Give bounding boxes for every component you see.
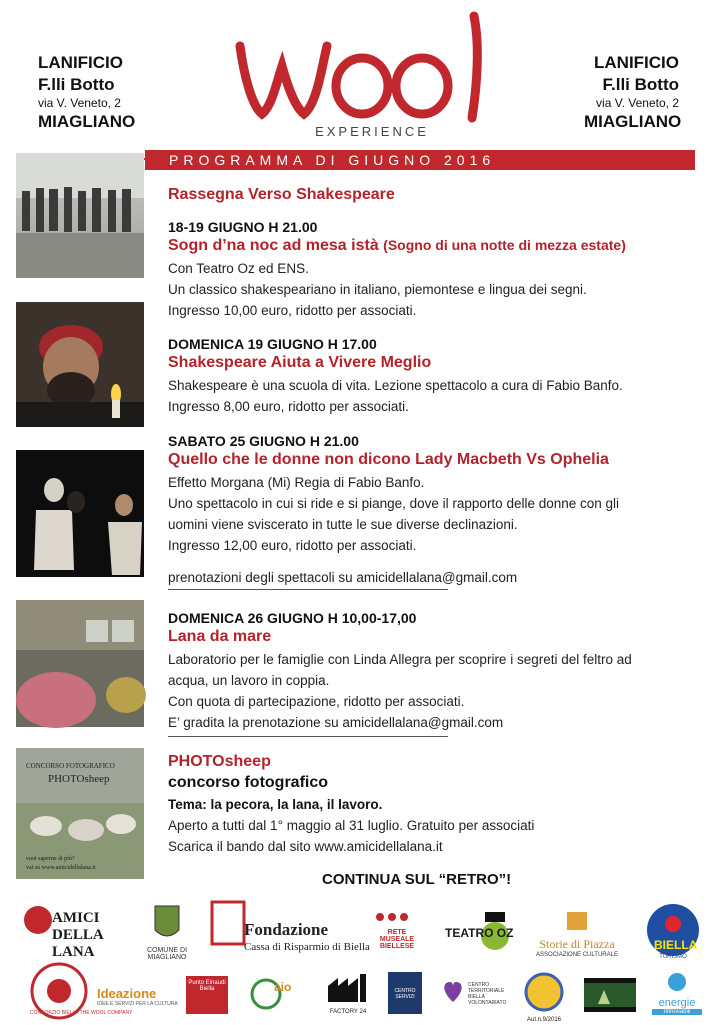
photo-macbeth	[16, 450, 144, 577]
amici-della-lana-logo	[22, 902, 122, 960]
booking-note: prenotazioni degli spettacoli su amicidellalana@gmail.com	[168, 570, 518, 585]
event-description	[168, 649, 632, 733]
sponsor-label: Storie di Piazza	[539, 937, 615, 951]
sponsor-sub: Cassa di Risparmio di Biella	[244, 941, 370, 953]
rassegna-title: Rassegna Verso Shakespeare	[168, 186, 395, 203]
poster-line2: PHOTOsheep	[48, 773, 110, 785]
event-line: Un classico shakespeariano in italiano, piemontese e lingua dei segni.	[168, 282, 587, 297]
divider	[168, 589, 448, 590]
event-title: Shakespeare Aiuta a Vivere Meglio	[168, 354, 432, 371]
event-line: E’ gradita la prenotazione su amicidellalana@gmail.com	[168, 715, 504, 730]
sponsor-label: COMUNE DI MIAGLIANO	[146, 947, 188, 961]
event-subtitle: concorso fotografico	[168, 774, 329, 791]
programma-banner	[145, 150, 695, 170]
event-line: Effetto Morgana (Mi) Regia di Fabio Banfo.	[168, 475, 425, 490]
poster-line4: vai su www.amicidellalana.it	[26, 865, 96, 871]
event-line: Ingresso 12,00 euro, ridotto per associati.	[168, 538, 417, 553]
factory24-logo	[326, 972, 370, 1014]
event-line: Aperto a tutti dal 1° maggio al 31 luglio. Gratuito per associati	[168, 818, 535, 833]
event-line: Uno spettacolo in cui si ride e si piange, dove il rapporto delle donne con gli	[168, 496, 620, 511]
programma-title: PROGRAMMA DI GIUGNO 2016	[169, 152, 496, 168]
sponsor-label: TEATRO OZ	[445, 926, 514, 940]
rete-museale-logo	[372, 910, 422, 956]
storie-di-piazza-logo	[532, 910, 622, 958]
event-title	[168, 237, 626, 255]
sponsor-label: Ideazione	[97, 986, 157, 1001]
sponsor-label: AMICI DELLA LANA	[52, 910, 103, 960]
venue-brand: F.lli Botto	[602, 75, 679, 94]
venue-name: LANIFICIO	[38, 53, 123, 72]
event-line: Con quota di partecipazione, ridotto per associati.	[168, 694, 465, 709]
sponsor-sub: TURISMO	[659, 954, 687, 960]
divider	[168, 736, 448, 737]
photo-photosheep-poster	[16, 748, 144, 879]
event-line: Con Teatro Oz ed ENS.	[168, 261, 309, 276]
event-title-text: Sogn d’na noc ad mesa istà	[168, 237, 379, 254]
venue-right	[584, 52, 682, 133]
event-description	[168, 815, 534, 857]
sponsor-label: RETE MUSEALE BIELLESE	[379, 929, 415, 950]
venue-name: LANIFICIO	[594, 53, 679, 72]
sponsor-label: CONSORZIO BIELLA THE WOOL COMPANY	[30, 1010, 133, 1016]
event-line: Laboratorio per le famiglie con Linda Allegra per scoprire i segreti del feltro ad	[168, 652, 632, 667]
venue-left	[38, 52, 135, 133]
event-line: acqua, un lavoro in coppia.	[168, 673, 330, 688]
sponsor-sub: ASSOCIAZIONE CULTURALE	[536, 952, 618, 958]
aut-badge-logo	[524, 972, 564, 1024]
event-subtitle: (Sogno di una notte di mezza estate)	[383, 237, 626, 253]
photo-rehearsal	[16, 153, 144, 278]
aio-logo	[248, 974, 300, 1014]
sponsor-label: energie	[658, 997, 696, 1009]
photo-wool	[16, 600, 144, 727]
event-date: 18-19 GIUGNO H 21.00	[168, 219, 318, 235]
comune-miagliano-logo	[128, 900, 206, 960]
venue-city: MIAGLIANO	[38, 112, 136, 131]
poster-line1: CONCORSO FOTOGRAFICO	[26, 762, 115, 770]
film-strip-logo	[584, 978, 636, 1012]
energie-rinnovabili-logo	[652, 972, 702, 1014]
event-description	[168, 258, 587, 321]
ideazione-logo	[97, 986, 178, 1007]
event-line: Scarica il bando dal sito www.amicidellalana.it	[168, 839, 443, 854]
punto-einaudi-logo	[186, 976, 228, 1014]
biella-turismo-logo	[640, 902, 706, 964]
event-title: Quello che le donne non dicono Lady Macbeth Vs Ophelia	[168, 451, 609, 468]
fondazione-crb-logo	[208, 898, 370, 958]
sponsor-label: Punto Einaudi	[188, 980, 226, 986]
venue-brand: F.lli Botto	[38, 75, 115, 94]
event-date: DOMENICA 19 GIUGNO H 17.00	[168, 336, 377, 352]
venue-address: via V. Veneto, 2	[596, 96, 679, 110]
photo-actor	[16, 302, 144, 427]
event-title: Lana da mare	[168, 628, 272, 645]
event-line: Ingresso 10,00 euro, ridotto per associati.	[168, 303, 417, 318]
sponsor-label: CENTRO TERRITORIALE BIELLA VOLONTARIATO	[468, 982, 507, 1006]
sponsor-sub: rinnovabili	[652, 1009, 702, 1015]
wool-experience-logo	[222, 6, 507, 142]
sponsor-label: CENTRO SERVIZI	[394, 988, 416, 1000]
logo-sub: EXPERIENCE	[315, 124, 429, 139]
centro-servizi-logo	[388, 972, 422, 1014]
sponsor-label: Aut.n.9/2016	[526, 1017, 562, 1023]
event-date: DOMENICA 26 GIUGNO H 10,00-17,00	[168, 610, 417, 626]
sponsor-sub: Biella	[199, 986, 215, 992]
continua-note: CONTINUA SUL “RETRO”!	[322, 871, 512, 888]
poster-line3: vuoi saperne di più?	[26, 856, 75, 862]
sponsor-label: BIELLA	[654, 938, 698, 952]
venue-city: MIAGLIANO	[584, 112, 682, 131]
event-description	[168, 472, 619, 556]
event-date: SABATO 25 GIUGNO H 21.00	[168, 433, 359, 449]
venue-address: via V. Veneto, 2	[38, 96, 121, 110]
sponsor-label: FACTORY 24	[329, 1009, 367, 1015]
event-title: PHOTOsheep	[168, 753, 271, 770]
event-line: Shakespeare è una scuola di vita. Lezione spettacolo a cura di Fabio Banfo.	[168, 378, 623, 393]
teatro-oz-logo	[445, 908, 515, 956]
volontariato-logo	[440, 978, 522, 1010]
event-line: Ingresso 8,00 euro, ridotto per associati.	[168, 399, 409, 414]
event-description	[168, 375, 623, 417]
sponsor-sub: IDEE E SERVIZI PER LA CULTURA	[97, 1001, 178, 1007]
sponsor-label: Fondazione	[244, 920, 329, 939]
event-line: uomini viene sviscerato in tutte le sue diverse declinazioni.	[168, 517, 518, 532]
event-theme: Tema: la pecora, la lana, il lavoro.	[168, 797, 383, 812]
sponsor-label: aio	[274, 980, 292, 994]
